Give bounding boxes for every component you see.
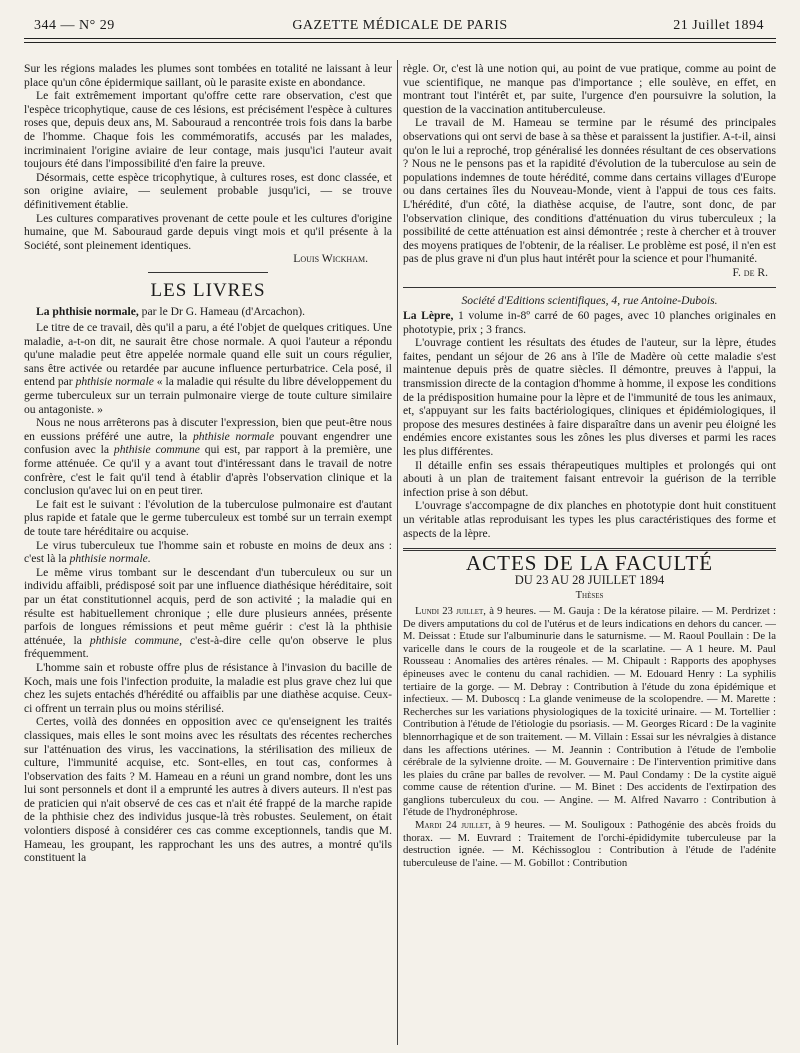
- section-divider: [403, 287, 776, 288]
- page-header: [24, 6, 776, 34]
- day-label: Mardi 24 juillet,: [415, 819, 492, 832]
- header-rule-2: [24, 42, 776, 43]
- paragraph: Le fait extrêmement important qu'offre cette rare observation, c'est que l'espèce tricophytique, cause de ces lésions, est précisément l'espèce à cultures roses que, depuis deux ans, M. Sabouraud a rencontrée trois fois dans la barbe de l'homme. Chaque fois les commémoratifs, accusés par les malades, incriminaient l'origine aviaire de leur contage, mais jusqu'ici l'auteur avait toujours été dans l'impossibilité d'en faire la preuve.: [24, 89, 392, 171]
- paragraph: Désormais, cette espèce tricophytique, à cultures roses, est donc classée, et son origine aviaire, — seulement probable jusqu'ici, — se trouve définitivement établie.: [24, 170, 392, 211]
- theses-day-entry: Mardi 24 juillet, à 9 heures. — M. Souligoux : Pathogénie des abcès froids du thorax. — M. Euvrard : Traitement de l'orchi-épididymite tuberculeuse par la destruction ignée. — M. Kéchissoglou : Contribution à l'étude de l'adénite tuberculeuse de l'aine. — M. Gobillot : Contribution: [403, 819, 777, 869]
- paragraph: Le virus tuberculeux tue l'homme sain et robuste en moins de deux ans : c'est là la phthisie normale.: [24, 538, 392, 566]
- day-label: Lundi 23 juillet,: [415, 604, 486, 617]
- book-title: La Lèpre,: [403, 309, 454, 323]
- paragraph: Le même virus tombant sur le descendant d'un tuberculeux ou sur un individu affaibli, prédisposé soit par une influence diathésique héréditaire, soit par un état constitutionnel acquis, perd de son activité ; la maladie qui en résulte est habituellement chronique ; elle dure plusieurs années, présente parfois de longues rémissions et peut même guérir : c'est là la phthisie atténuée, la phthisie commune, c'est-à-dire celle qu'on observe le plus fréquemment.: [24, 565, 392, 661]
- paragraph: L'ouvrage contient les résultats des études de l'auteur, sur la lèpre, études faites, pendant un séjour de 26 ans à l'île de Madère où cette maladie s'est maintenue depuis près de quatre siècles. Il démontre, preuves à l'appui, la transmission directe de la contagion d'homme à homme, il expose les conditions de la prédisposition humaine pour la lèpre et de l'immunité de tous les animaux, et, s'appuyant sur les faits bactériologiques, cliniques et épidémiologiques, il propose des mesures destinées à faire disparaître dans un avenir peu éloigné les endémies encore existantes sous les zônes les plus diverses et parmi les races les plus différentes.: [403, 336, 776, 459]
- book-title: La phthisie normale,: [36, 304, 139, 318]
- left-column: [24, 62, 392, 865]
- paragraph: Il détaille enfin ses essais thérapeutiques multiples et prolongés qui ont abouti à un plan de traitement faisant entrevoir la guérison de la terrible infection prise à son début.: [403, 458, 776, 499]
- paragraph: Nous ne nous arrêterons pas à discuter l'expression, bien que peut-être nous en eussions préféré une autre, la phthisie normale pouvant engendrer une confusion avec la phthisie commune qui est, par rapport à la première, une forme atténuée. Ce qu'il y a avant tout d'intéressant dans le travail de notre confrère, c'est le fait qu'il tend à établir d'après l'observation clinique et la conclusion qu'avec lui on en peut tirer.: [24, 416, 392, 498]
- publisher-line: Société d'Editions scientifiques, 4, rue Antoine-Dubois.: [461, 293, 718, 307]
- paragraph: règle. Or, c'est là une notion qui, au point de vue pratique, comme au point de vue scientifique, ne manque pas d'importance ; elle soulève, en effet, en montrant tout l'intérêt et, par suite, l'urgence d'en poursuivre la solution, la question de la vaccination antituberculeuse.: [403, 62, 776, 116]
- paragraph: Certes, voilà des données en opposition avec ce qu'enseignent les traités classiques, mais elles le sont moins avec les résultats des récentes recherches sur l'atténuation des virus, les vaccinations, la stérilisation des milieux de culture, l'immunité acquise, etc. Sont-elles, en tout cas, conformes à l'observation des faits ? M. Hameau en a réuni un grand nombre, dont les uns lui sont personnels et dont il a emprunté les autres à divers auteurs. Il n'est pas de praticien qui n'ait observé de ces cas et n'ait été frappé de la marche rapide de la phthisie chez des individus jusque-là très robustes. Seulement, on était volontiers disposé à considérer ces cas comme exceptionnels, tandis que M. Hameau, les groupant, les rapprochant les uns des autres, a montré qu'ils constituent la: [24, 715, 392, 865]
- section-title-actes: ACTES DE LA FACULTÉ: [465, 551, 714, 576]
- page-number: 344 — N° 29: [34, 18, 115, 33]
- section-divider: [148, 272, 268, 273]
- theses-list: [403, 605, 776, 869]
- paragraph: L'homme sain et robuste offre plus de résistance à l'invasion du bacille de Koch, mais une fois l'infection produite, la maladie est plus grave chez lui que chez les sujets entachés d'hérédité ou affaiblis par une diathèse acquise. Ceux-ci offrent un terrain plus ou moins stérilisé.: [24, 660, 392, 715]
- paragraph: Le titre de ce travail, dès qu'il a paru, a été l'objet de quelques critiques. Une maladie, a-t-on dit, ne saurait être chose normale. A quoi l'auteur a répondu qu'une maladie peut être appelée normale quand elle suit un cours régulier, sans être activée ou retardée par aucune influence perturbatrice. Cela posé, il entend par phthisie normale « la maladie qui résulte du libre développement du germe tuberculeux sur un terrain pulmonaire vierge de toute culture similaire ou antagoniste. »: [24, 321, 392, 416]
- paragraph: L'ouvrage s'accompagne de dix planches en phototypie dont huit constituent un véritable atlas reproduisant les types les plus caractéristiques des forme et aspects de la lèpre.: [403, 499, 776, 540]
- book-lepre: La Lèpre, 1 volume in-8º carré de 60 pages, avec 10 planches originales en phototypie, prix ; 3 francs.: [403, 309, 776, 336]
- theses-day-entry: Lundi 23 juillet, à 9 heures. — M. Gauja : De la kératose pilaire. — M. Perdrizet : De divers amputations du col de l'utérus et de leurs indications en dehors du cancer. — M. Deissat : Etude sur l'albuminurie dans le saturnisme. — M. Raoul Poullain : De la varicelle dans le cours de la rougeole et de la scarlatine. — A 1 heure. M. Paul Rousseau : Anomalies des artères rénales. — M. Chipault : Rapports des apophyses épineuses avec le contenu du canal rachidien. — M. Edouard Henry : La syphilis tertiaire de la gorge. — M. Debray : Contribution à l'étude du zona épidémique et infectieux. — M. Duboscq : La glande venimeuse de la scolopendre. — M. Marette : Recherches sur les variations physiologiques de la toxicité urinaire. — M. Tortellier : Contribution à l'étude de l'étiologie du psoriasis. — M. Georges Ricard : De la vaginite blennorrhagique et de son traitement. — M. Villain : Essai sur les névralgies à distance dans les affections utérines. — M. Jeannin : Contribution à l'étude de l'embolie cérébrale de la sylvienne droite. — M. Gouvernaire : De l'intervention primitive dans les plaies du crâne par balles de revolver. — M. Paul Condamy : De la cystite aiguë comme cause de rétention d'urine. — M. Binet : Des accidents de l'extirpation des ganglions tuberculeux du cou. — Angine. — M. Alfred Navarro : Contribution à l'étude de l'hydronéphrose.: [403, 604, 776, 819]
- emphasis: phthisie normale.: [69, 552, 151, 566]
- column-separator: [397, 60, 398, 1045]
- paragraph: Le fait est le suivant : l'évolution de la tuberculose pulmonaire est d'autant plus rapide et fatale que le germe tuberculeux est tombé sur un terrain exempt de toute tare héréditaire ou acquise.: [24, 497, 392, 538]
- book-heading: [24, 305, 392, 319]
- emphasis: phthisie normale: [193, 429, 275, 443]
- emphasis: phthisie commune: [113, 443, 200, 457]
- theses-heading: Thèses: [575, 590, 604, 602]
- paragraph: Les cultures comparatives provenant de cette poule et les cultures d'origine humaine, que M. Sabouraud garde depuis vingt mois et qu'il présente à la Société, sont pleinement identiques.: [24, 211, 392, 252]
- journal-title: GAZETTE MÉDICALE DE PARIS: [292, 18, 508, 33]
- book-author: par le Dr G. Hameau (d'Arcachon).: [141, 304, 306, 318]
- actes-dates: DU 23 AU 28 JUILLET 1894: [514, 572, 665, 587]
- issue-date: 21 Juillet 1894: [673, 18, 764, 33]
- right-column: [403, 62, 776, 869]
- paragraph: Sur les régions malades les plumes sont tombées en totalité ne laissant à leur place qu'un cône épidermique saillant, où le parasite existe en abondance.: [24, 62, 392, 89]
- section-title-livres: LES LIVRES: [150, 279, 266, 301]
- header-rule: [24, 38, 776, 39]
- signature-wickham: Louis Wickham.: [293, 252, 368, 266]
- emphasis: phthisie commune,: [89, 633, 182, 647]
- emphasis: phthisie normale: [75, 375, 154, 389]
- signature-fdr: F. de R.: [732, 265, 768, 279]
- paragraph: Le travail de M. Hameau se termine par le résumé des principales observations qui ont servi de base à sa thèse et paraissent la justifier. A-t-il, ainsi qu'on le lui a reproché, trop généralisé les données résultant de ces observations ? Nous ne le pensons pas et la rapidité d'évolution de la tuberculose au sein de populations indemnes de toute hérédité, comme dans certains villages d'Europe ou dans certaines îles du Nouveau-Monde, vient à l'appui de tous ces faits. L'hérédité, d'un côté, la diathèse acquise, de l'autre, sont donc, de par l'observation clinique, des conditions d'atténuation du virus tuberculeux ; la possibilité de cette atténuation est ainsi démontrée ; reste à chercher et à trouver des moyens pratiques de l'obtenir, de la réaliser. Le problème est posé, il n'en est pas de plus grave ni d'un plus haut intérêt pour la science et pour l'humanité.: [403, 116, 776, 266]
